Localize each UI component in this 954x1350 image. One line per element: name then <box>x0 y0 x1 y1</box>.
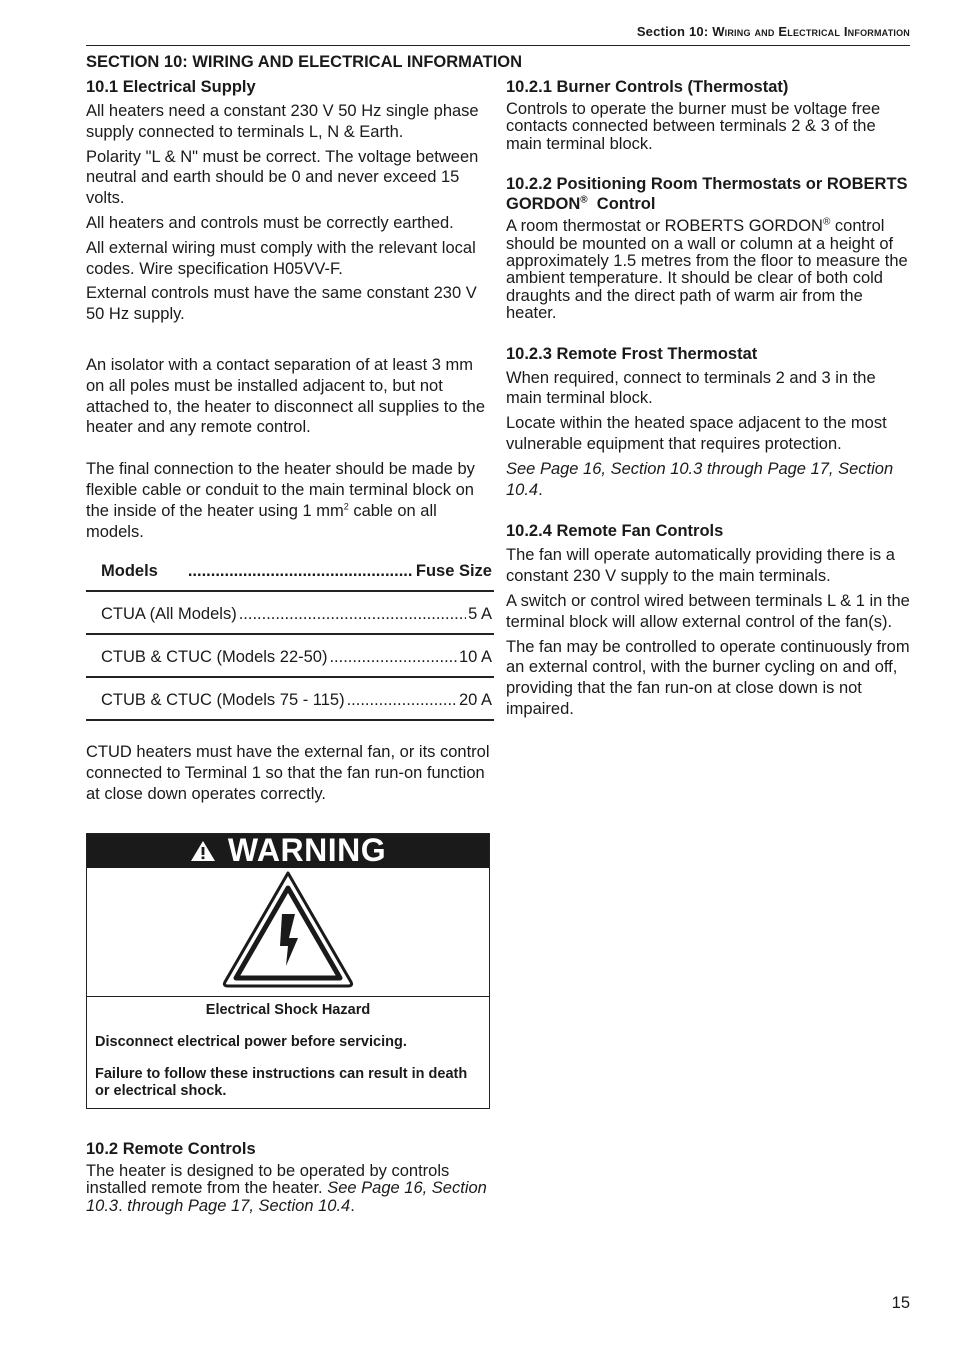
fan-paragraph-2: A switch or control wired between terminals L & 1 in the terminal block will allow external control of the fan(s). <box>506 592 910 631</box>
fuse-size-column-header: Fuse Size <box>415 562 492 581</box>
reference-separator: . <box>118 1196 128 1215</box>
supply-paragraph-3: All heaters and controls must be correctly earthed. <box>86 213 454 232</box>
running-header-label: Section 10: <box>636 24 709 39</box>
leader-dots <box>347 691 457 710</box>
table-row <box>86 635 494 678</box>
thermostat-text: A room thermostat or ROBERTS GORDON <box>506 217 823 236</box>
squared-superscript: 2 <box>343 501 349 512</box>
frost-reference <box>506 459 912 501</box>
spacer <box>86 1109 494 1139</box>
model-cell: CTUB & CTUC (Models 75 - 115) <box>101 691 345 710</box>
registered-mark: ® <box>822 216 831 228</box>
heading-10-2-2 <box>506 174 912 214</box>
fuse-size-table <box>86 550 494 721</box>
page-reference: See Page 16, Section 10.3 <box>86 1179 487 1215</box>
frost-paragraph-2: Locate within the heated space adjacent to the most vulnerable equipment that requires protection. <box>506 414 887 454</box>
final-connection-text-end: cable on all models. <box>86 501 437 541</box>
warning-line-2: Failure to follow these instructions can result in death or electrical shock. <box>95 1065 468 1099</box>
warning-banner <box>87 834 489 868</box>
spacer <box>86 442 494 459</box>
leader-dots <box>329 648 456 667</box>
fuse-table-header <box>86 550 494 592</box>
thermostat-text-end: control should be mounted on a wall or column at a height of approximately 1.5 metres from the floor to measure the ambient temperature. It should be clear of both cold draughts and the direct path of warm air from the heater. <box>506 217 908 323</box>
frost-paragraph-1: When required, connect to terminals 2 and 3 in the main terminal block. <box>506 368 876 408</box>
hazard-label: Electrical Shock Hazard <box>205 1001 371 1018</box>
table-row <box>86 592 494 635</box>
sentence-end: . <box>350 1196 355 1215</box>
sentence-end: . <box>538 480 543 499</box>
heading-text: 10.2.2 Positioning Room Thermostats or ROBERTS GORDON <box>506 175 908 214</box>
isolator-paragraph: An isolator with a contact separation of at least 3 mm on all poles must be installed adjacent to, but not attached to, the heater to disconnect all supplies to the heater and any remote control. <box>86 355 486 437</box>
page-title: SECTION 10: WIRING AND ELECTRICAL INFORMATION <box>86 53 523 71</box>
model-cell: CTUA (All Models) <box>101 605 237 624</box>
heading-10-1: 10.1 Electrical Supply <box>86 78 256 96</box>
running-header <box>637 24 910 39</box>
fuse-cell: 10 A <box>458 648 492 667</box>
thermostat-position-paragraph <box>506 218 912 322</box>
warning-title: WARNING <box>227 832 387 869</box>
registered-mark: ® <box>580 194 588 206</box>
heading-10-2: 10.2 Remote Controls <box>86 1139 256 1158</box>
final-connection-text: The final connection to the heater should be made by flexible cable or conduit to the main terminal block on the inside of the heater using 1 mm <box>86 460 475 520</box>
warning-line-1: Disconnect electrical power before servicing. <box>95 1033 407 1050</box>
spacer <box>86 721 494 742</box>
burner-controls-paragraph: Controls to operate the burner must be voltage free contacts connected between terminals 2 & 3 of the main terminal block. <box>506 100 881 153</box>
supply-paragraph-5: External controls must have the same constant 230 V 50 Hz supply. <box>86 284 477 324</box>
warning-box <box>86 833 490 1109</box>
spacer <box>506 327 912 344</box>
electrical-shock-icon <box>222 870 354 993</box>
ctud-note: CTUD heaters must have the external fan, or its control connected to Terminal 1 so that the fan run-on function at close down operates correctly. <box>86 743 490 803</box>
supply-paragraph-1: All heaters need a constant 230 V 50 Hz single phase supply connected to terminals L, N & Earth. <box>86 102 479 141</box>
remote-controls-paragraph <box>86 1163 494 1215</box>
supply-paragraph-2: Polarity "L & N" must be correct. The voltage between neutral and earth should be 0 and never exceed 15 volts. <box>86 147 479 208</box>
right-column <box>506 77 912 724</box>
page-reference: See Page 16, Section 10.3 through Page 17, Section 10.4 <box>506 459 894 499</box>
leader-dots <box>188 562 412 581</box>
model-cell: CTUB & CTUC (Models 22-50) <box>101 648 328 667</box>
remote-controls-text: The heater is designed to be operated by controls installed remote from the heater. <box>86 1161 450 1198</box>
table-row <box>86 678 494 721</box>
fan-paragraph-1: The fan will operate automatically providing there is a constant 230 V supply to the main terminals. <box>506 546 895 586</box>
page-number: 15 <box>891 1294 910 1312</box>
spacer <box>86 329 494 355</box>
warning-text <box>87 997 489 1108</box>
heading-10-2-3: 10.2.3 Remote Frost Thermostat <box>506 344 758 363</box>
heading-10-2-4: 10.2.4 Remote Fan Controls <box>506 522 724 541</box>
heading-text-end: Control <box>587 195 656 214</box>
running-header-name: Wiring and Electrical Information <box>712 24 910 39</box>
final-connection-paragraph <box>86 459 494 542</box>
fan-paragraph-3: The fan may be controlled to operate continuously from an external control, with the burner cycling on and off, providing that the fan run-on at close down is not impaired. <box>506 637 910 719</box>
spacer <box>506 504 912 521</box>
page-reference: through Page 17, Section 10.4 <box>127 1196 351 1215</box>
leader-dots <box>239 605 466 624</box>
supply-paragraph-4: All external wiring must comply with the relevant local codes. Wire specification H05VV-F. <box>86 238 476 278</box>
header-rule <box>86 45 910 46</box>
heading-10-2-1: 10.2.1 Burner Controls (Thermostat) <box>506 78 789 96</box>
fuse-cell: 5 A <box>468 605 492 624</box>
warning-triangle-icon <box>190 840 216 862</box>
left-column <box>86 77 494 1219</box>
warning-symbol <box>87 868 489 997</box>
fuse-cell: 20 A <box>458 691 492 710</box>
spacer <box>506 157 912 174</box>
models-column-header: Models <box>101 562 158 581</box>
